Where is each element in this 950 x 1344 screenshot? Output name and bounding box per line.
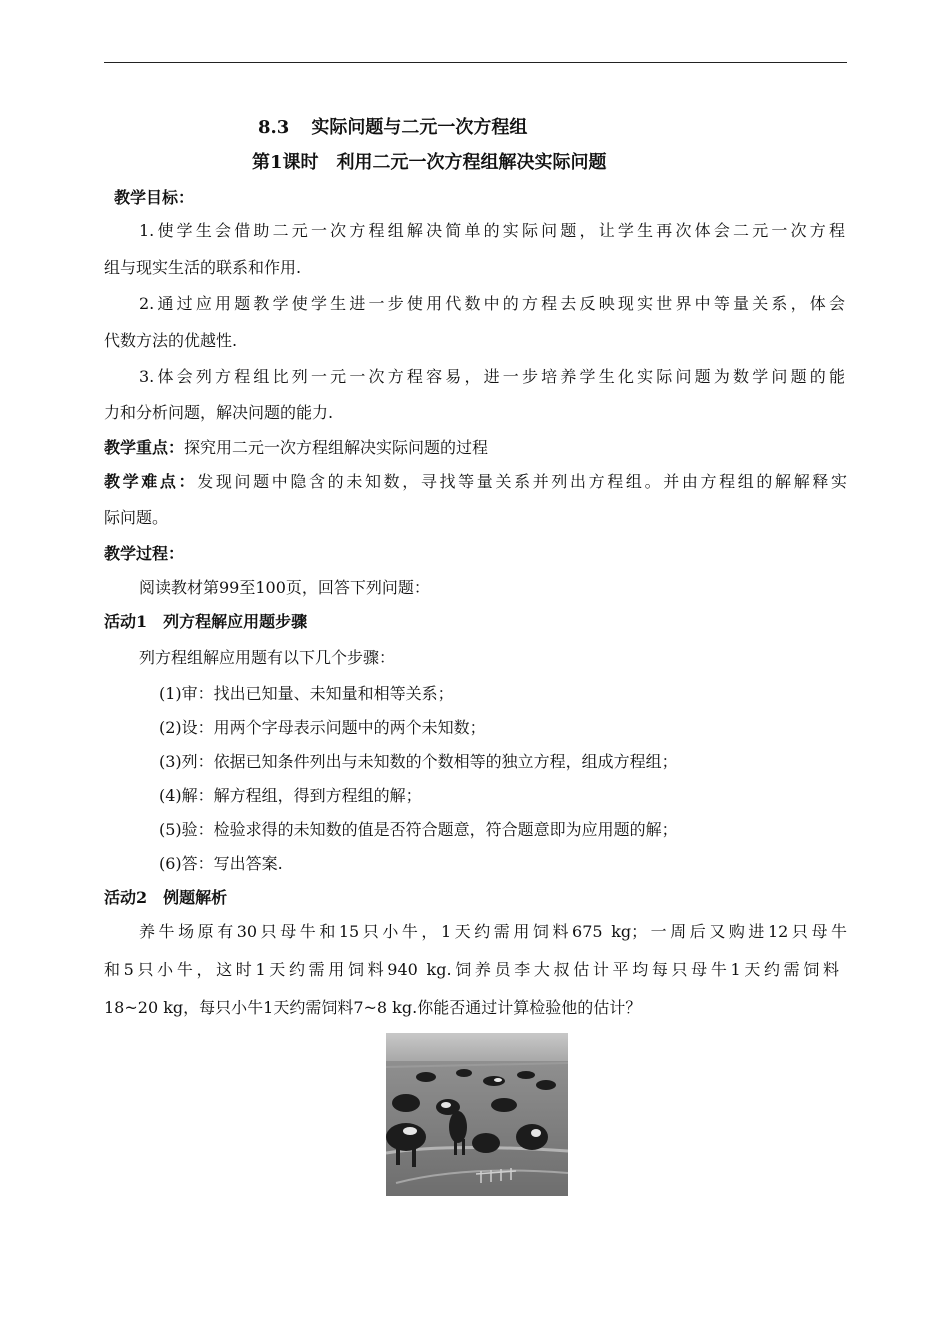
section-number: 8.3 <box>258 117 290 138</box>
example-line-3: 18~20 kg，每只小牛1天约需饲料7~8 kg.你能否通过计算检验他的估计？ <box>104 998 642 1017</box>
section-title-text: 实际问题与二元一次方程组 <box>311 117 528 138</box>
objective-1-line-2: 组与现实生活的联系和作用. <box>104 258 302 277</box>
step-5: (5)验：检验求得的未知数的值是否符合题意，符合题意即为应用题的解； <box>159 820 678 839</box>
key-point <box>104 436 488 460</box>
step-4: (4)解：解方程组，得到方程组的解； <box>159 786 422 805</box>
difficulty-line-2: 际问题。 <box>104 508 169 527</box>
lesson-subtitle: 第1课时 利用二元一次方程组解决实际问题 <box>252 152 607 173</box>
header-rule <box>104 62 847 63</box>
cattle-pasture-photo <box>386 1033 568 1196</box>
objective-3-line-2: 力和分析问题，解决问题的能力. <box>104 403 334 422</box>
objective-2-line-1: 2.通过应用题教学使学生进一步使用代数中的方程去反映现实世界中等量关系，体会 <box>139 294 845 313</box>
process-intro: 阅读教材第99至100页，回答下列问题： <box>139 578 430 597</box>
key-point-label: 教学重点： <box>104 438 185 457</box>
objective-2-line-2: 代数方法的优越性. <box>104 331 238 350</box>
activity-1-intro: 列方程组解应用题有以下几个步骤： <box>139 648 396 667</box>
difficulty-text-1: 发现问题中隐含的未知数，寻找等量关系并列出方程组。并由方程组的解解释实 <box>197 472 847 491</box>
difficulty-line-1 <box>104 470 847 494</box>
step-3: (3)列：依据已知条件列出与未知数的个数相等的独立方程，组成方程组； <box>159 752 678 771</box>
step-1: (1)审：找出已知量、未知量和相等关系； <box>159 684 454 703</box>
step-6: (6)答：写出答案. <box>159 854 283 873</box>
key-point-text: 探究用二元一次方程组解决实际问题的过程 <box>184 438 489 457</box>
section-title <box>258 113 527 139</box>
activity-1-heading: 活动1 列方程解应用题步骤 <box>104 612 308 631</box>
activity-2-heading: 活动2 例题解析 <box>104 888 228 907</box>
objective-1-line-1: 1.使学生会借助二元一次方程组解决简单的实际问题，让学生再次体会二元一次方程 <box>139 221 845 240</box>
example-line-1: 养牛场原有30只母牛和15只小牛，1天约需用饲料675 kg；一周后又购进12只母牛 <box>139 922 847 941</box>
example-line-2: 和5只小牛，这时1天约需用饲料940 kg.饲养员李大叔估计平均每只母牛1天约需饲料 <box>104 960 839 979</box>
step-2: (2)设：用两个字母表示问题中的两个未知数； <box>159 718 486 737</box>
objective-3-line-1: 3.体会列方程组比列一元一次方程容易，进一步培养学生化实际问题为数学问题的能 <box>139 367 845 386</box>
difficulty-label: 教学难点： <box>104 472 198 491</box>
process-heading: 教学过程： <box>104 544 185 563</box>
objectives-heading: 教学目标： <box>114 188 195 207</box>
